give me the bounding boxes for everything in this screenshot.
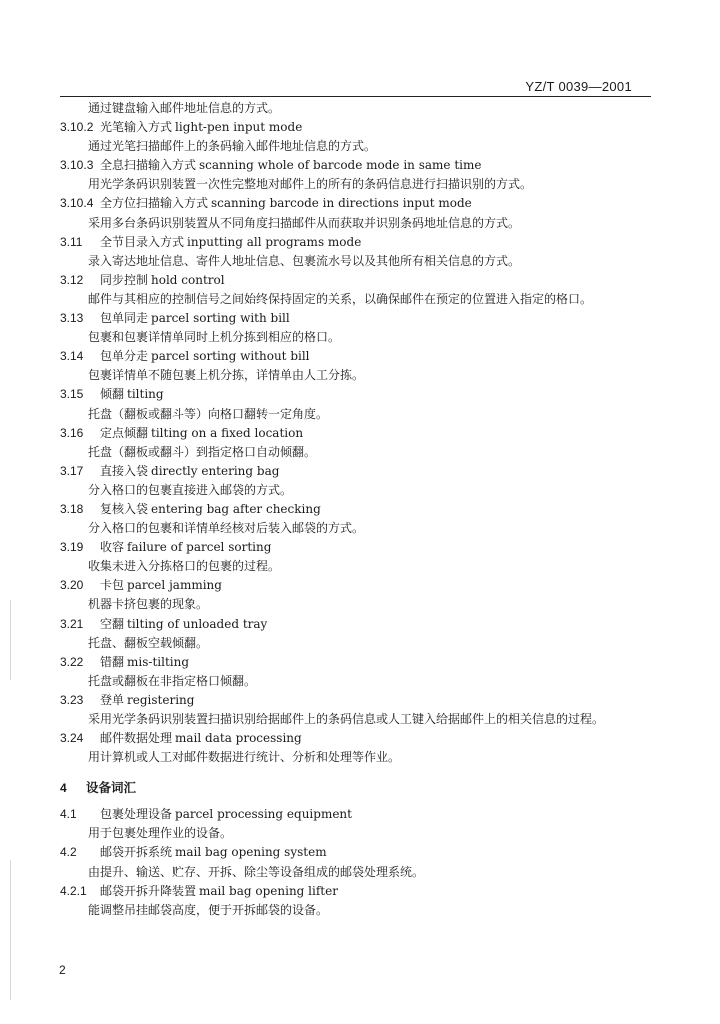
term-number: 3.20 (60, 578, 84, 593)
term-number: 3.14 (60, 349, 84, 364)
term-definition: 包裹和包裹详情单同时上机分拣到相应的格口。 (88, 330, 341, 345)
term-chinese: 包裹处理设备 (100, 807, 173, 822)
scan-edge-line (10, 600, 11, 680)
term-english: parcel processing equipment (175, 807, 352, 822)
term-chinese: 包单分走 (100, 349, 149, 364)
term-chinese: 包单同走 (100, 311, 149, 326)
term-definition: 分入格口的包裹和详情单经核对后装入邮袋的方式。 (88, 521, 365, 536)
term-heading (60, 118, 680, 137)
term-english: parcel jamming (127, 578, 222, 593)
term-definition: 托盘（翻板或翻斗等）向格口翻转一定角度。 (88, 406, 329, 421)
term-english: mail bag opening system (175, 845, 327, 860)
term-definition: 包裹详情单不随包裹上机分拣，详情单由人工分拣。 (88, 368, 365, 383)
term-number: 3.11 (60, 234, 83, 249)
term-heading (60, 882, 680, 901)
term-heading (60, 347, 680, 366)
term-english: light-pen input mode (175, 120, 303, 135)
term-heading (60, 309, 680, 328)
term-heading (60, 691, 680, 710)
term-number: 3.19 (60, 540, 84, 555)
term-chinese: 邮袋开拆系统 (100, 845, 173, 860)
term-english: parcel sorting without bill (151, 349, 310, 364)
term-definition: 用计算机或人工对邮件数据进行统计、分析和处理等作业。 (88, 750, 401, 765)
term-english: tilting (127, 387, 164, 402)
term-number: 3.12 (60, 272, 84, 287)
term-definition: 用光学条码识别装置一次性完整地对邮件上的所有的条码信息进行扫描识别的方式。 (88, 177, 533, 192)
term-chinese: 卡包 (100, 578, 125, 593)
term-chinese: 倾翻 (100, 387, 125, 402)
term-chinese: 全方位扫描输入方式 (100, 196, 209, 211)
term-number: 3.10.3 (60, 158, 94, 173)
term-definition: 分入格口的包裹直接进入邮袋的方式。 (88, 482, 293, 497)
term-number: 3.15 (60, 387, 84, 402)
term-chinese: 同步控制 (100, 272, 149, 287)
term-definition: 能调整吊挂邮袋高度，便于开拆邮袋的设备。 (88, 902, 329, 917)
term-chinese: 错翻 (100, 654, 125, 669)
page-number: 2 (59, 963, 66, 977)
section-heading (60, 777, 680, 799)
term-english: hold control (151, 272, 225, 287)
term-heading (60, 194, 680, 213)
term-chinese: 全节目录入方式 (100, 234, 185, 249)
term-english: mail bag opening lifter (199, 883, 338, 898)
term-definition: 托盘、翻板空载倾翻。 (88, 635, 209, 650)
term-heading (60, 538, 680, 557)
term-heading (60, 462, 680, 481)
header-rule (60, 96, 651, 97)
term-number: 4.2 (60, 845, 77, 860)
term-english: mis-tilting (127, 654, 190, 669)
term-definition: 托盘（翻板或翻斗）到指定格口自动倾翻。 (88, 444, 317, 459)
term-number: 3.17 (60, 463, 84, 478)
term-heading (60, 729, 680, 748)
term-number: 4.2.1 (60, 883, 87, 898)
term-number: 3.23 (60, 692, 84, 707)
term-chinese: 登单 (100, 692, 125, 707)
term-heading (60, 653, 680, 672)
section-number: 4 (60, 781, 67, 796)
term-number: 3.24 (60, 731, 84, 746)
term-chinese: 空翻 (100, 616, 125, 631)
term-chinese: 直接入袋 (100, 463, 149, 478)
term-number: 3.16 (60, 425, 84, 440)
term-definition: 托盘或翻板在非指定格口倾翻。 (88, 673, 257, 688)
term-chinese: 定点倾翻 (100, 425, 149, 440)
document-body (60, 99, 680, 920)
term-english: registering (127, 692, 195, 707)
term-heading (60, 843, 680, 862)
term-heading (60, 233, 680, 252)
term-definition: 收集未进入分拣格口的包裹的过程。 (88, 559, 281, 574)
term-definition: 采用光学条码识别装置扫描识别给据邮件上的条码信息或人工键入给据邮件上的相关信息的过程。 (88, 712, 605, 726)
term-heading (60, 500, 680, 519)
term-chinese: 邮袋开拆升降装置 (100, 883, 197, 898)
term-heading (60, 615, 680, 634)
term-english: entering bag after checking (151, 501, 321, 516)
term-english: tilting on a fixed location (151, 425, 304, 440)
term-number: 3.10.2 (60, 120, 94, 135)
term-chinese: 邮件数据处理 (100, 731, 173, 746)
term-english: inputting all programs mode (187, 234, 362, 249)
term-definition: 邮件与其相应的控制信号之间始终保持固定的关系，以确保邮件在预定的位置进入指定的格口。 (88, 291, 593, 306)
term-chinese: 全息扫描输入方式 (100, 158, 197, 173)
equipment-term-entries (60, 805, 680, 920)
term-definition: 机器卡挤包裹的现象。 (88, 597, 209, 612)
term-definition: 由提升、输送、贮存、开拆、除尘等设备组成的邮袋处理系统。 (88, 864, 425, 879)
scan-edge-line (10, 860, 11, 1000)
term-heading (60, 424, 680, 443)
term-number: 3.13 (60, 311, 84, 326)
term-definition: 录入寄达地址信息、寄件人地址信息、包裹流水号以及其他所有相关信息的方式。 (88, 253, 521, 268)
term-heading (60, 576, 680, 595)
term-chinese: 复核入袋 (100, 501, 149, 516)
term-english: scanning barcode in directions input mode (211, 196, 472, 211)
term-number: 3.21 (60, 616, 84, 631)
term-english: parcel sorting with bill (151, 311, 290, 326)
term-heading (60, 156, 680, 175)
term-english: failure of parcel sorting (127, 540, 272, 555)
standard-code: YZ/T 0039—2001 (525, 79, 632, 94)
term-number: 3.10.4 (60, 196, 94, 211)
term-english: directly entering bag (151, 463, 280, 478)
term-english: mail data processing (175, 731, 302, 746)
lead-line: 通过键盘输入邮件地址信息的方式。 (88, 101, 281, 115)
term-definition: 通过光笔扫描邮件上的条码输入邮件地址信息的方式。 (88, 139, 377, 154)
term-english: tilting of unloaded tray (127, 616, 268, 631)
term-number: 4.1 (60, 807, 77, 822)
term-chinese: 收容 (100, 540, 125, 555)
term-number: 3.22 (60, 654, 84, 669)
section-gap (60, 767, 680, 777)
term-heading (60, 385, 680, 404)
term-number: 3.18 (60, 501, 84, 516)
term-entries (60, 118, 680, 767)
term-heading (60, 271, 680, 290)
term-definition: 采用多台条码识别装置从不同角度扫描邮件从而获取并识别条码地址信息的方式。 (88, 215, 521, 230)
term-chinese: 光笔输入方式 (100, 120, 173, 135)
term-definition: 用于包裹处理作业的设备。 (88, 826, 233, 841)
term-heading (60, 805, 680, 824)
section-title: 设备词汇 (86, 780, 137, 796)
term-english: scanning whole of barcode mode in same time (199, 158, 482, 173)
